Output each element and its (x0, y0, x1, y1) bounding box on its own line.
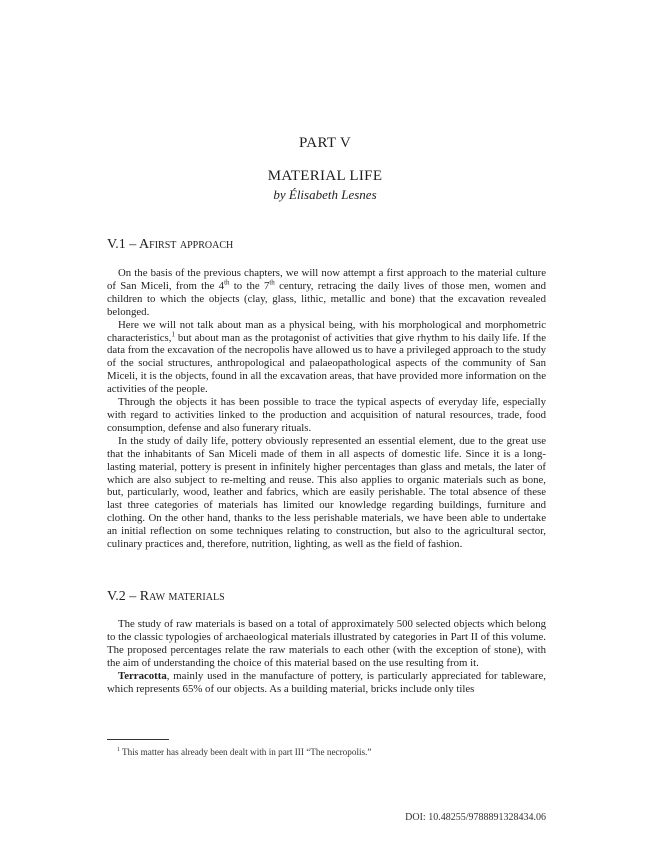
paragraph: Terracotta, mainly used in the manufacture of pottery, is particularly appreciated for tableware, which represents 65% of our objects. As a building material, bricks include only tiles (107, 669, 546, 695)
part-heading: PART V (299, 135, 351, 151)
paragraph: The study of raw materials is based on a total of approximately 500 selected objects which belong to the classic typologies of archaeological materials illustrated by categories in Part II of this volume. The proposed percentages relate the raw materials to each other (with the exception of stone), with the aim of understanding the choice of this material based on the use resulting from it. (107, 618, 546, 669)
paragraph: Here we will not talk about man as a physical being, with his morphological and morphometric characteristics,$^1$ but about man as the protagonist of activities that give rhythm to his daily life. If the data from the excavation of the necropolis have allowed us to have a privileged approach to the study of the social structures, anthropological and palaeopathological aspects of the community of San Miceli, it is the objects, found in all the excavation areas, that have provided more information on the activities of the people. (107, 318, 546, 396)
footnote (117, 747, 372, 758)
author-line: by Élisabeth Lesnes (273, 187, 377, 202)
bold-term: Terracotta (118, 669, 167, 682)
chapter-title: MATERIAL LIFE (267, 168, 383, 184)
footnote-marker: 1 (117, 746, 120, 753)
footnote-reference[interactable]: 1 (171, 329, 175, 338)
doi-label[interactable]: DOI: 10.48255/9788891328434.06 (405, 812, 546, 823)
section-title: aw materials (149, 589, 225, 604)
footnote-text: This matter has already been dealt with in part III “The necropolis.” (122, 747, 372, 757)
section-title: first approach (149, 237, 234, 252)
paragraph: On the basis of the previous chapters, we will now attempt a first approach to the material culture of San Miceli, from the 4th to the 7th century, retracing the daily lives of those men, women and children to which the objects (clay, glass, lithic, metallic and bone) that the excavation revealed belonged. (107, 267, 546, 318)
section-number: V.2 – R (107, 589, 150, 604)
footnote-divider (107, 739, 169, 740)
section-heading-v1 (107, 237, 233, 253)
section-v2-body (107, 618, 546, 695)
paragraph: Through the objects it has been possible to trace the typical aspects of everyday life, especially with regard to activities linked to the production and acquisition of natural resources, trade, food consumption, defense and also funerary rituals. (107, 396, 546, 434)
section-heading-v2 (107, 589, 225, 605)
section-number: V.1 – A (107, 237, 150, 252)
paragraph: In the study of daily life, pottery obviously represented an essential element, due to the great use that the inhabitants of San Miceli made of them in all aspects of domestic life. Since it is a long-lasting material, pottery is present in infinitely higher percentages than glass and metals, the later of which are also subject to re-melting and reuse. This also applies to organic materials such as bone, but, particularly, wood, leather and fabrics, which are easily perishable. The total absence of these last three categories of materials has limited our knowledge regarding buildings, furniture and clothing. On the other hand, thanks to the less perishable materials, we have been able to undertake an initial reflection on some techniques relating to construction, but also to the agricultural sector, culinary practices and, therefore, nutrition, lighting, as well as the field of fashion. (107, 434, 546, 551)
section-v1-body (107, 267, 546, 551)
